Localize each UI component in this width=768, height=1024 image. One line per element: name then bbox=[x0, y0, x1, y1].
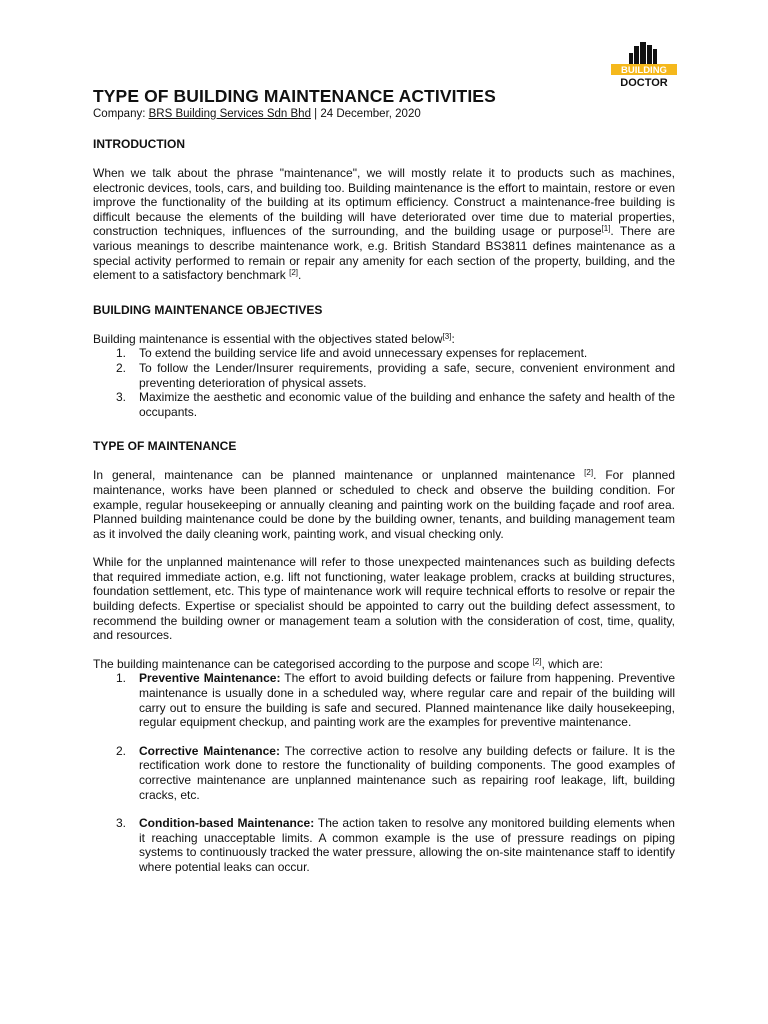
ref-3: [3] bbox=[442, 331, 452, 341]
logo-line2: DOCTOR bbox=[620, 77, 668, 89]
types-p3-text-a: The building maintenance can be categorised according to the purpose and scope bbox=[93, 656, 533, 671]
ref-2: [2] bbox=[584, 468, 594, 478]
company-link[interactable]: BRS Building Services Sdn Bhd bbox=[148, 108, 311, 120]
objectives-lead-end: : bbox=[451, 331, 455, 346]
ref-2: [2] bbox=[289, 268, 298, 278]
building-doctor-logo bbox=[608, 40, 680, 90]
types-heading: TYPE OF MAINTENANCE bbox=[93, 439, 237, 454]
list-label: Preventive Maintenance: bbox=[139, 671, 281, 686]
document-date: 24 December, 2020 bbox=[320, 108, 421, 120]
meta-prefix: Company: bbox=[93, 108, 149, 120]
list-number: 3. bbox=[116, 390, 127, 405]
list-text: The action taken to resolve any monitored building elements when it reaching unacceptable limits. A common example is the use of pressure readings on piping systems to continuously tracked the water pressure, allowing the on-site maintenance staff to identify where potential leaks can occur. bbox=[139, 816, 675, 874]
intro-text-b: . There are various meanings to describe maintenance work, e.g. British Standard BS3811 defines maintenance as a special activity performed to remain or repair any amenity for each section of the property, building, and the element to a satisfactory benchmark bbox=[93, 224, 675, 283]
list-number: 2. bbox=[116, 360, 127, 375]
types-p1-text-b: . For planned maintenance, works have been planned or scheduled to check and observe the building condition. For example, regular housekeeping or annually cleaning and painting work on the building façade and roof area. Planned building maintenance could be done by the building owner, tenants, and building management team as it involved the daily cleaning work, painting work, and visual checking only. bbox=[93, 468, 676, 541]
types-p1-text-a: In general, maintenance can be planned maintenance or unplanned maintenance bbox=[93, 468, 585, 483]
objectives-list bbox=[93, 346, 675, 419]
list-item bbox=[93, 671, 675, 729]
maintenance-types-list bbox=[93, 671, 675, 874]
ref-1: [1] bbox=[601, 224, 611, 234]
intro-text-a: When we talk about the phrase "maintenance", we will mostly relate it to products such as machines, electronic devices, tools, cars, and building too. Building maintenance is the effort to maintain, restore or even improve the functionality of the building at its optimum efficiency. Construct a maintenance-free building is difficult because the elements of the building will have deteriorated over time due to material properties, construction techniques, influences of the surrounding, and the building usage or purpose bbox=[93, 166, 675, 239]
list-number: 1. bbox=[116, 346, 127, 361]
ref-2: [2] bbox=[532, 656, 542, 666]
list-text: The corrective action to resolve any building defects or failure. It is the rectification work done to restore the functionality of building components. The good examples of corrective maintenance are unplanned maintenance such as repairing roof leakage, lift, building cracks, etc. bbox=[139, 743, 675, 802]
list-label: Condition-based Maintenance: bbox=[139, 816, 315, 831]
types-p3-text-b: , which are: bbox=[541, 656, 603, 671]
document-meta bbox=[93, 107, 675, 121]
list-item bbox=[93, 390, 675, 419]
intro-heading: INTRODUCTION bbox=[93, 137, 185, 151]
list-text: The effort to avoid building defects or failure from happening. Preventive maintenance is usually done in a scheduled way, where regular care and repair of the building will carry out to ensure the building is safe and secured. Planned maintenance like daily housekeeping, regular equipment checkup, and painting work are the examples for preventive maintenance. bbox=[139, 671, 675, 730]
list-item bbox=[93, 744, 675, 802]
list-item bbox=[93, 346, 675, 361]
list-label: Corrective Maintenance: bbox=[139, 743, 280, 758]
list-text: Maximize the aesthetic and economic value of the building and enhance the safety and health of the occupants. bbox=[139, 390, 675, 419]
list-text: To extend the building service life and avoid unnecessary expenses for replacement. bbox=[139, 346, 588, 361]
list-number: 1. bbox=[116, 671, 127, 686]
list-item bbox=[93, 361, 675, 390]
intro-text-c: . bbox=[298, 268, 302, 283]
types-paragraph-2: While for the unplanned maintenance will refer to those unexpected maintenances such as building defects that required immediate action, e.g. lift not functioning, water leakage problem, cracks at building structures, foundation settlement, etc. This type of maintenance work will require technical efforts to resolve or repair the building defects. Expertise or specialist should be appointed to carry out the building defect assessment, to recommend the building owner or management team a solution with the consideration of cost, time, quality, and resources. bbox=[93, 555, 675, 643]
document-page bbox=[93, 86, 675, 875]
intro-paragraph bbox=[93, 166, 675, 283]
types-paragraph-3 bbox=[93, 657, 675, 672]
logo-line1: BUILDING bbox=[621, 65, 667, 76]
objectives-heading: BUILDING MAINTENANCE OBJECTIVES bbox=[93, 302, 323, 317]
list-item bbox=[93, 816, 675, 874]
building-doctor-logo-graphic bbox=[608, 40, 680, 90]
types-paragraph-1 bbox=[93, 468, 675, 541]
document-title: TYPE OF BUILDING MAINTENANCE ACTIVITIES bbox=[93, 86, 496, 106]
objectives-lead-text: Building maintenance is essential with the objectives stated below bbox=[93, 331, 443, 346]
list-number: 2. bbox=[116, 743, 127, 758]
meta-separator: | bbox=[310, 108, 321, 120]
list-text: To follow the Lender/Insurer requirements, providing a safe, secure, convenient environment and preventing deterioration of physical assets. bbox=[139, 360, 675, 390]
list-number: 3. bbox=[116, 816, 127, 831]
objectives-lead bbox=[93, 332, 675, 347]
